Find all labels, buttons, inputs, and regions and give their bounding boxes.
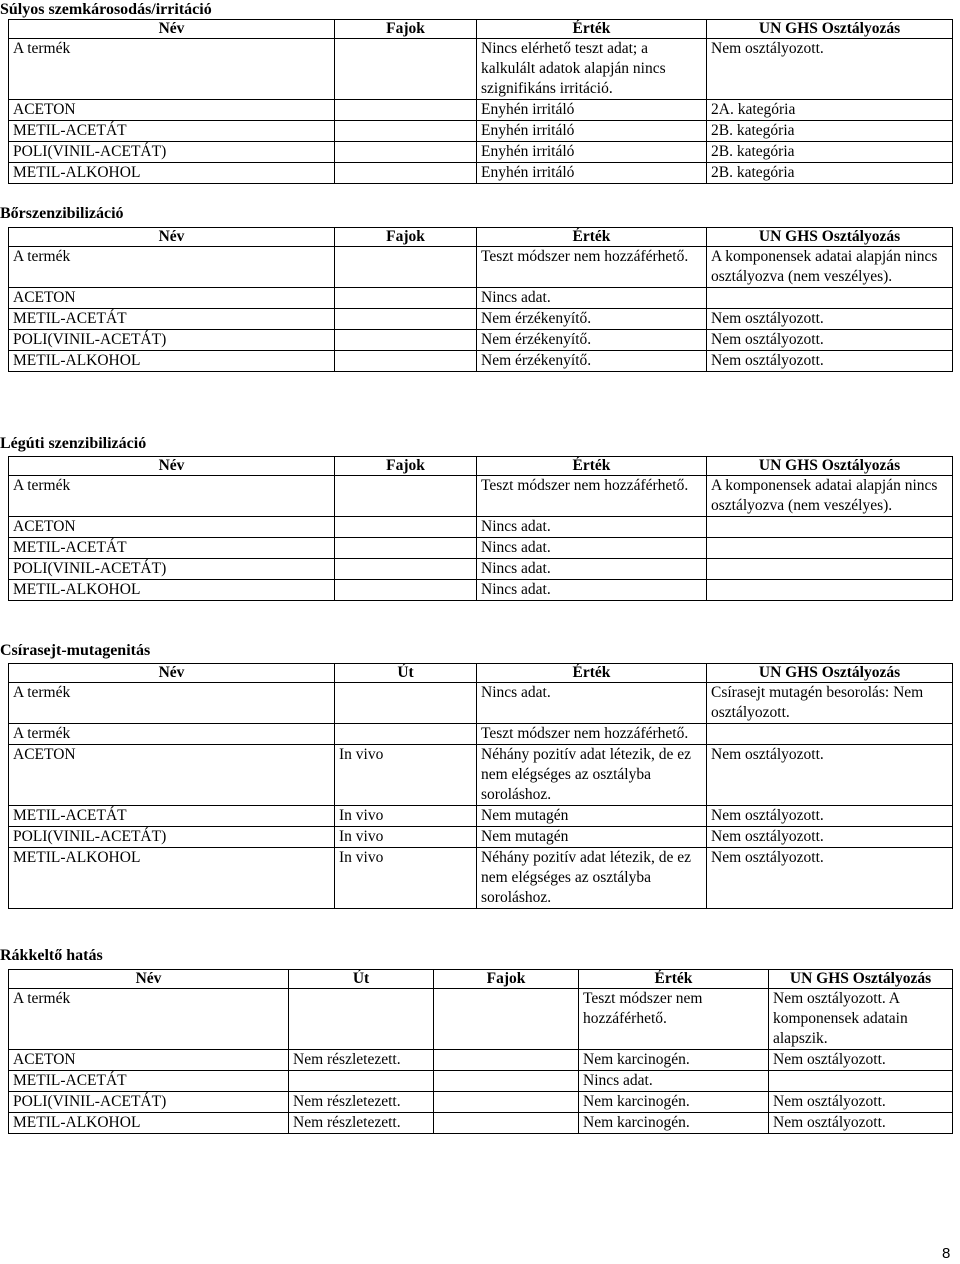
cell-route bbox=[335, 724, 477, 745]
cell-name: METIL-ALKOHOL bbox=[9, 580, 335, 601]
cell-value: Enyhén irritáló bbox=[477, 142, 707, 163]
cell-classification: Nem osztályozott. bbox=[707, 351, 953, 372]
cell-route: In vivo bbox=[335, 806, 477, 827]
cell-value: Teszt módszer nem hozzáférhető. bbox=[579, 989, 769, 1050]
table-row bbox=[9, 848, 953, 909]
cell-classification bbox=[707, 724, 953, 745]
cell-name: A termék bbox=[9, 724, 335, 745]
header-species: Fajok bbox=[335, 457, 477, 476]
table-row bbox=[9, 745, 953, 806]
cell-species bbox=[335, 142, 477, 163]
cell-species bbox=[335, 100, 477, 121]
header-classification: UN GHS Osztályozás bbox=[707, 664, 953, 683]
cell-name: ACETON bbox=[9, 517, 335, 538]
header-value: Érték bbox=[477, 228, 707, 247]
cell-classification: Nem osztályozott. bbox=[707, 806, 953, 827]
header-name: Név bbox=[9, 228, 335, 247]
cell-name: METIL-ALKOHOL bbox=[9, 163, 335, 184]
cell-classification bbox=[769, 1071, 953, 1092]
cell-value: Nem mutagén bbox=[477, 806, 707, 827]
cell-classification bbox=[707, 580, 953, 601]
header-value: Érték bbox=[477, 457, 707, 476]
cell-species bbox=[335, 330, 477, 351]
cell-value: Nincs adat. bbox=[477, 538, 707, 559]
cell-name: POLI(VINIL-ACETÁT) bbox=[9, 142, 335, 163]
cell-route: Nem részletezett. bbox=[289, 1050, 434, 1071]
section-title-carcinogenicity: Rákkeltő hatás bbox=[0, 947, 103, 964]
table-row bbox=[9, 989, 953, 1050]
header-route: Út bbox=[289, 970, 434, 989]
cell-species bbox=[335, 163, 477, 184]
table-row bbox=[9, 683, 953, 724]
header-value: Érték bbox=[477, 664, 707, 683]
cell-route: Nem részletezett. bbox=[289, 1092, 434, 1113]
cell-name: POLI(VINIL-ACETÁT) bbox=[9, 559, 335, 580]
cell-species bbox=[335, 247, 477, 288]
cell-name: METIL-ACETÁT bbox=[9, 538, 335, 559]
cell-classification: Nem osztályozott. bbox=[707, 309, 953, 330]
header-name: Név bbox=[9, 970, 289, 989]
cell-species bbox=[335, 517, 477, 538]
table-header-row bbox=[9, 20, 953, 39]
table-row bbox=[9, 476, 953, 517]
header-name: Név bbox=[9, 664, 335, 683]
cell-species bbox=[335, 559, 477, 580]
cell-name: ACETON bbox=[9, 1050, 289, 1071]
table-row bbox=[9, 538, 953, 559]
cell-value: Nem karcinogén. bbox=[579, 1092, 769, 1113]
cell-value: Enyhén irritáló bbox=[477, 163, 707, 184]
cell-species bbox=[434, 1113, 579, 1134]
section-title-eye-irritation: Súlyos szemkárosodás/irritáció bbox=[0, 1, 212, 18]
cell-classification: Nem osztályozott. bbox=[707, 827, 953, 848]
cell-classification: Nem osztályozott. bbox=[769, 1092, 953, 1113]
cell-value: Néhány pozitív adat létezik, de ez nem elégséges az osztályba soroláshoz. bbox=[477, 848, 707, 909]
table-row bbox=[9, 517, 953, 538]
cell-value: Nincs adat. bbox=[477, 580, 707, 601]
cell-classification: Nem osztályozott. A komponensek adatain alapszik. bbox=[769, 989, 953, 1050]
cell-name: A termék bbox=[9, 247, 335, 288]
cell-name: METIL-ALKOHOL bbox=[9, 848, 335, 909]
cell-classification: 2B. kategória bbox=[707, 121, 953, 142]
cell-name: A termék bbox=[9, 476, 335, 517]
header-name: Név bbox=[9, 20, 335, 39]
cell-species bbox=[335, 351, 477, 372]
table-row bbox=[9, 247, 953, 288]
cell-value: Nincs elérhető teszt adat; a kalkulált adatok alapján nincs szignifikáns irritáció. bbox=[477, 39, 707, 100]
header-classification: UN GHS Osztályozás bbox=[707, 457, 953, 476]
cell-classification: Nem osztályozott. bbox=[707, 745, 953, 806]
table-row bbox=[9, 100, 953, 121]
cell-species bbox=[434, 1092, 579, 1113]
table-header-row bbox=[9, 457, 953, 476]
cell-species bbox=[434, 1050, 579, 1071]
cell-name: POLI(VINIL-ACETÁT) bbox=[9, 1092, 289, 1113]
cell-name: POLI(VINIL-ACETÁT) bbox=[9, 827, 335, 848]
cell-name: METIL-ACETÁT bbox=[9, 1071, 289, 1092]
table-row bbox=[9, 288, 953, 309]
cell-name: METIL-ALKOHOL bbox=[9, 351, 335, 372]
header-species: Fajok bbox=[434, 970, 579, 989]
table-row bbox=[9, 1071, 953, 1092]
skin-sensitization-table bbox=[8, 227, 953, 372]
eye-irritation-table bbox=[8, 19, 953, 184]
cell-species bbox=[434, 989, 579, 1050]
table-row bbox=[9, 724, 953, 745]
cell-name: ACETON bbox=[9, 745, 335, 806]
cell-classification: Csírasejt mutagén besorolás: Nem osztályozott. bbox=[707, 683, 953, 724]
cell-value: Nem karcinogén. bbox=[579, 1050, 769, 1071]
table-row bbox=[9, 559, 953, 580]
cell-classification bbox=[707, 559, 953, 580]
table-row bbox=[9, 580, 953, 601]
cell-name: METIL-ACETÁT bbox=[9, 806, 335, 827]
cell-name: METIL-ACETÁT bbox=[9, 121, 335, 142]
cell-species bbox=[434, 1071, 579, 1092]
cell-classification: A komponensek adatai alapján nincs osztályozva (nem veszélyes). bbox=[707, 476, 953, 517]
cell-value: Nem karcinogén. bbox=[579, 1113, 769, 1134]
table-row bbox=[9, 827, 953, 848]
cell-value: Néhány pozitív adat létezik, de ez nem elégséges az osztályba soroláshoz. bbox=[477, 745, 707, 806]
cell-classification bbox=[707, 538, 953, 559]
cell-name: METIL-ALKOHOL bbox=[9, 1113, 289, 1134]
cell-value: Nem érzékenyítő. bbox=[477, 330, 707, 351]
header-name: Név bbox=[9, 457, 335, 476]
cell-value: Enyhén irritáló bbox=[477, 121, 707, 142]
table-header-row bbox=[9, 970, 953, 989]
cell-species bbox=[335, 288, 477, 309]
table-row bbox=[9, 806, 953, 827]
cell-classification: 2B. kategória bbox=[707, 163, 953, 184]
respiratory-sensitization-table bbox=[8, 456, 953, 601]
cell-route: In vivo bbox=[335, 745, 477, 806]
cell-value: Teszt módszer nem hozzáférhető. bbox=[477, 476, 707, 517]
header-species: Fajok bbox=[335, 20, 477, 39]
header-value: Érték bbox=[579, 970, 769, 989]
cell-species bbox=[335, 476, 477, 517]
cell-classification: 2A. kategória bbox=[707, 100, 953, 121]
cell-value: Nincs adat. bbox=[477, 288, 707, 309]
cell-route: In vivo bbox=[335, 827, 477, 848]
cell-value: Teszt módszer nem hozzáférhető. bbox=[477, 724, 707, 745]
table-row bbox=[9, 163, 953, 184]
cell-classification: Nem osztályozott. bbox=[707, 39, 953, 100]
header-classification: UN GHS Osztályozás bbox=[769, 970, 953, 989]
table-row bbox=[9, 351, 953, 372]
cell-value: Nincs adat. bbox=[477, 517, 707, 538]
cell-species bbox=[335, 39, 477, 100]
table-row bbox=[9, 1092, 953, 1113]
cell-route bbox=[289, 1071, 434, 1092]
cell-classification: Nem osztályozott. bbox=[707, 848, 953, 909]
cell-route: In vivo bbox=[335, 848, 477, 909]
cell-classification: A komponensek adatai alapján nincs osztályozva (nem veszélyes). bbox=[707, 247, 953, 288]
table-header-row bbox=[9, 228, 953, 247]
cell-route: Nem részletezett. bbox=[289, 1113, 434, 1134]
header-classification: UN GHS Osztályozás bbox=[707, 228, 953, 247]
cell-classification bbox=[707, 288, 953, 309]
cell-name: ACETON bbox=[9, 100, 335, 121]
cell-value: Nincs adat. bbox=[477, 559, 707, 580]
header-classification: UN GHS Osztályozás bbox=[707, 20, 953, 39]
table-header-row bbox=[9, 664, 953, 683]
cell-route bbox=[335, 683, 477, 724]
cell-name: A termék bbox=[9, 683, 335, 724]
cell-classification: 2B. kategória bbox=[707, 142, 953, 163]
header-value: Érték bbox=[477, 20, 707, 39]
table-row bbox=[9, 39, 953, 100]
table-row bbox=[9, 121, 953, 142]
cell-species bbox=[335, 580, 477, 601]
cell-value: Nincs adat. bbox=[579, 1071, 769, 1092]
table-row bbox=[9, 1113, 953, 1134]
table-row bbox=[9, 309, 953, 330]
germ-cell-mutagenicity-table bbox=[8, 663, 953, 909]
cell-value: Nem érzékenyítő. bbox=[477, 351, 707, 372]
cell-value: Nem érzékenyítő. bbox=[477, 309, 707, 330]
section-title-respiratory-sensitization: Légúti szenzibilizáció bbox=[0, 435, 147, 452]
cell-name: A termék bbox=[9, 39, 335, 100]
table-row bbox=[9, 1050, 953, 1071]
cell-name: POLI(VINIL-ACETÁT) bbox=[9, 330, 335, 351]
section-title-skin-sensitization: Bőrszenzibilizáció bbox=[0, 205, 124, 222]
cell-classification: Nem osztályozott. bbox=[707, 330, 953, 351]
header-species: Fajok bbox=[335, 228, 477, 247]
page-number: 8 bbox=[942, 1245, 951, 1262]
section-title-germ-cell-mutagenicity: Csírasejt-mutagenitás bbox=[0, 642, 151, 659]
cell-classification bbox=[707, 517, 953, 538]
cell-name: A termék bbox=[9, 989, 289, 1050]
table-row bbox=[9, 330, 953, 351]
table-row bbox=[9, 142, 953, 163]
carcinogenicity-table bbox=[8, 969, 953, 1134]
cell-name: METIL-ACETÁT bbox=[9, 309, 335, 330]
cell-value: Enyhén irritáló bbox=[477, 100, 707, 121]
cell-value: Nincs adat. bbox=[477, 683, 707, 724]
cell-species bbox=[335, 309, 477, 330]
cell-species bbox=[335, 538, 477, 559]
cell-name: ACETON bbox=[9, 288, 335, 309]
cell-species bbox=[335, 121, 477, 142]
cell-route bbox=[289, 989, 434, 1050]
header-route: Út bbox=[335, 664, 477, 683]
cell-classification: Nem osztályozott. bbox=[769, 1050, 953, 1071]
cell-classification: Nem osztályozott. bbox=[769, 1113, 953, 1134]
cell-value: Nem mutagén bbox=[477, 827, 707, 848]
cell-value: Teszt módszer nem hozzáférhető. bbox=[477, 247, 707, 288]
